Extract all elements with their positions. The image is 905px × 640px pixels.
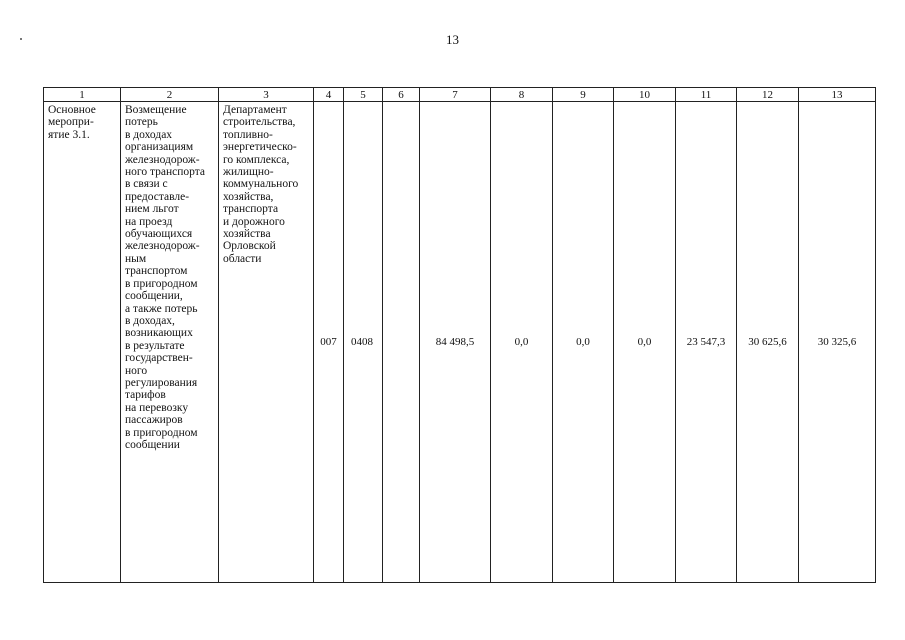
header-cell-8: 8 [491, 88, 553, 102]
header-cell-3: 3 [219, 88, 314, 102]
cell-col8: 0,0 [491, 102, 553, 583]
cell-col6 [383, 102, 420, 583]
header-cell-5: 5 [344, 88, 383, 102]
event-cell: Основное меропри- ятие 3.1. [44, 102, 121, 583]
cell-col10: 0,0 [614, 102, 676, 583]
executor-cell: Департамент строительства, топливно- энергетическо- го комплекса, жилищно- коммунального хозяйства, транспорта и дорожного хозяйства Орловской области [219, 102, 314, 583]
scan-speck [20, 38, 22, 40]
description-cell: Возмещение потерь в доходах организациям железнодорож- ного транспорта в связи с предоставле- нием льгот на проезд обучающихся железнодорож- ным транспортом в пригородном сообщении, а также потерь в доходах, возникающих в результате государствен- ного регулирования тарифов на перевозку пассажиров в пригородном сообщении [121, 102, 219, 583]
table-row [44, 102, 876, 583]
cell-col13: 30 325,6 [799, 102, 876, 583]
header-cell-9: 9 [553, 88, 614, 102]
header-cell-7: 7 [420, 88, 491, 102]
header-cell-1: 1 [44, 88, 121, 102]
cell-col11: 23 547,3 [676, 102, 737, 583]
header-cell-2: 2 [121, 88, 219, 102]
header-row [44, 88, 876, 102]
cell-col9: 0,0 [553, 102, 614, 583]
header-cell-12: 12 [737, 88, 799, 102]
cell-col7: 84 498,5 [420, 102, 491, 583]
cell-col4: 007 [314, 102, 344, 583]
header-cell-4: 4 [314, 88, 344, 102]
header-cell-6: 6 [383, 88, 420, 102]
page-number: 13 [446, 32, 459, 47]
budget-table [43, 87, 876, 583]
header-cell-13: 13 [799, 88, 876, 102]
header-cell-11: 11 [676, 88, 737, 102]
header-cell-10: 10 [614, 88, 676, 102]
cell-col5: 0408 [344, 102, 383, 583]
cell-col12: 30 625,6 [737, 102, 799, 583]
